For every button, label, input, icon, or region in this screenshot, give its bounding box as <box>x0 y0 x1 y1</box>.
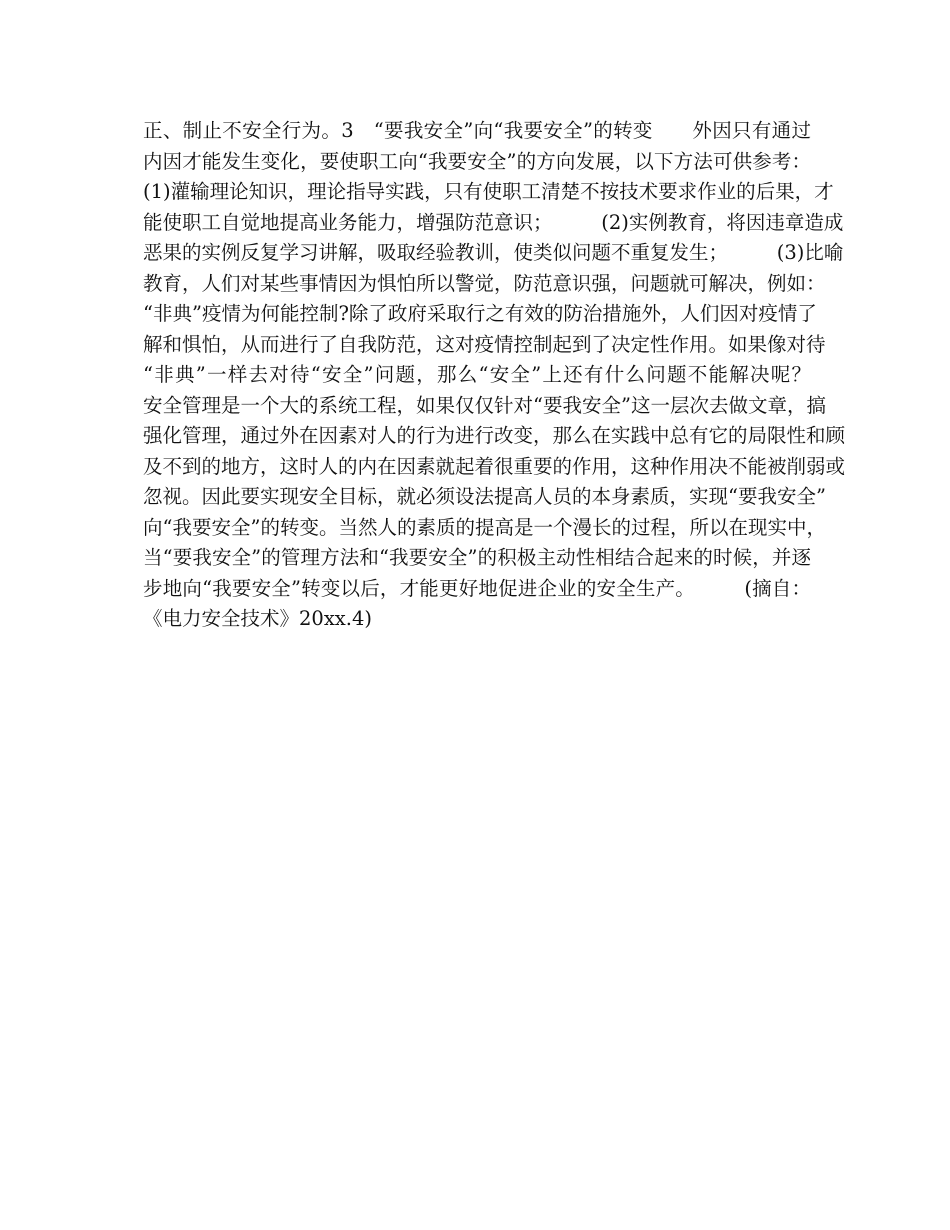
text-line-9: “非典”一样去对待“安全”问题，那么“安全”上还有什么问题不能解决呢？ <box>143 363 811 386</box>
text-line-13: 忽视。因此要实现安全目标，就必须设法提高人员的本身素质，实现“要我安全” <box>143 485 826 508</box>
text-line-17: 《电力安全技术》20xx.4) <box>143 607 373 630</box>
text-line-4: 能使职工自觉地提高业务能力，增强防范意识； (2)实例教育，将因违章造成 <box>143 210 844 234</box>
text-line-16: 步地向“我要安全”转变以后，才能更好地促进企业的安全生产。 (摘自： <box>143 576 811 600</box>
body-paragraph <box>143 116 846 635</box>
text-line-1: 正、制止不安全行为。3 “要我安全”向“我要安全”的转变 外因只有通过 <box>143 119 811 142</box>
text-line-3: (1)灌输理论知识，理论指导实践，只有使职工清楚不按技术要求作业的后果，才 <box>143 180 834 203</box>
text-line-15: 当“要我安全”的管理方法和“我要安全”的积极主动性相结合起来的时候，并逐 <box>143 546 811 569</box>
text-line-8: 解和惧怕，从而进行了自我防范，这对疫情控制起到了决定性作用。如果像对待 <box>143 332 826 356</box>
text-line-2: 内因才能发生变化，要使职工向“我要安全”的方向发展，以下方法可供参考： <box>143 149 811 173</box>
text-line-11: 强化管理，通过外在因素对人的行为进行改变，那么在实践中总有它的局限性和顾 <box>143 424 846 447</box>
text-line-5: 恶果的实例反复学习讲解，吸取经验教训，使类似问题不重复发生； (3)比喻 <box>143 241 844 264</box>
text-line-6: 教育，人们对某些事情因为惧怕所以警觉，防范意识强，问题就可解决，例如： <box>143 271 826 295</box>
text-line-7: “非典”疫情为何能控制?除了政府采取行之有效的防治措施外，人们因对疫情了 <box>143 302 817 325</box>
text-line-12: 及不到的地方，这时人的内在因素就起着很重要的作用，这种作用决不能被削弱或 <box>143 454 846 478</box>
text-line-14: 向“我要安全”的转变。当然人的素质的提高是一个漫长的过程，所以在现实中， <box>143 515 826 539</box>
text-line-10: 安全管理是一个大的系统工程，如果仅仅针对“要我安全”这一层次去做文章，搞 <box>143 393 826 417</box>
